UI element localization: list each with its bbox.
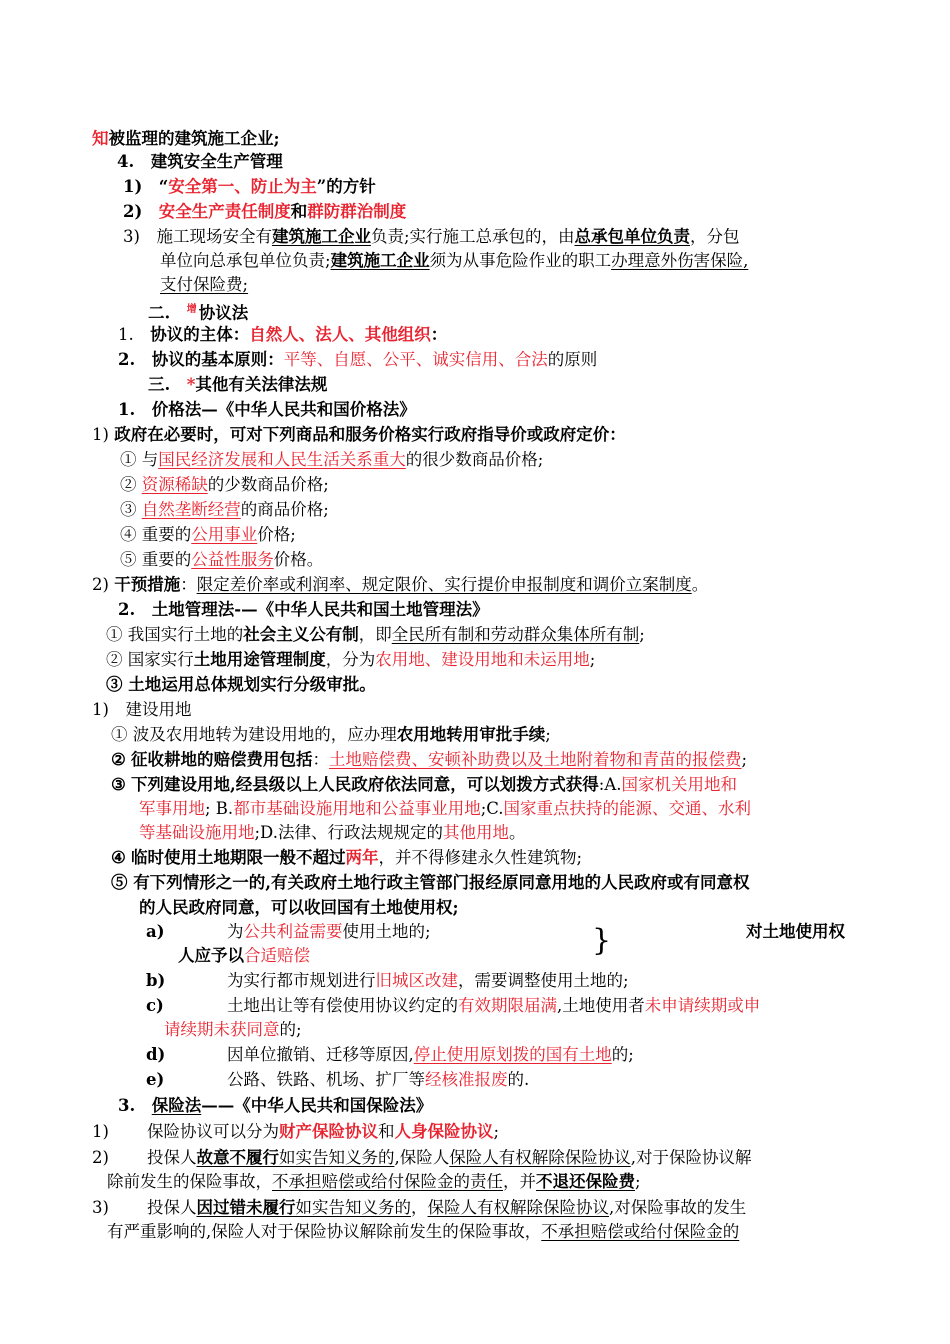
- list-marker: ⑤: [111, 873, 128, 892]
- text-run: 农用地转用审批手续: [396, 725, 546, 744]
- text-run: 保险协议可以分为: [147, 1122, 279, 1141]
- list-marker: e): [146, 1070, 165, 1089]
- text-run: “: [158, 177, 169, 196]
- list-marker: d): [146, 1045, 166, 1064]
- list-marker: 1.: [118, 400, 136, 419]
- text-run: 因过错未履行: [196, 1198, 296, 1217]
- text-line: [118, 323, 447, 347]
- text-run: 自然人、法人、其他组织: [249, 325, 431, 344]
- text-line: [118, 398, 416, 422]
- heading-number: 三.: [148, 375, 171, 394]
- list-marker: ②: [120, 475, 137, 494]
- text-run: 军事用地: [139, 799, 205, 818]
- text-run: 与: [141, 450, 159, 469]
- text-run: ：: [180, 575, 197, 594]
- text-run: 等基础设施用地: [139, 823, 255, 842]
- text-run: 土地运用总体规划实行分级审批: [128, 675, 360, 694]
- text-run: 其他用地: [442, 823, 509, 842]
- text-run: ,保险人: [394, 1148, 450, 1167]
- text-run: 的;: [279, 1020, 302, 1039]
- text-run: 经核准报废: [425, 1070, 508, 1089]
- list-marker: 1): [92, 1122, 109, 1141]
- text-run: 公益性服务: [191, 550, 274, 569]
- list-marker: ②: [106, 650, 123, 669]
- heading-text: 其他有关法律法规: [195, 375, 328, 394]
- text-run: ，即: [358, 625, 392, 644]
- text-run: 不退还保险费: [536, 1172, 635, 1191]
- text-line: [123, 200, 406, 224]
- text-run: 的原则: [547, 350, 598, 369]
- text-line: [118, 598, 489, 622]
- text-line: [120, 548, 323, 572]
- text-run: 如实告知义务的: [279, 1148, 395, 1167]
- text-run: 的.: [507, 1070, 530, 1089]
- text-run: 须为从事危险作业的职工: [429, 251, 612, 270]
- text-run: 有下列情形之一的,有关政府土地行政主管部门报经原同意用地的人民政府或有同意权: [133, 873, 750, 892]
- text-run: 公共利益需要: [243, 922, 343, 941]
- list-marker: ①: [111, 725, 128, 744]
- text-run: 征收耕地的赔偿费用包括: [131, 750, 313, 769]
- text-run: 公路、铁路、机场、扩厂等: [227, 1070, 425, 1089]
- text-run: ;: [589, 650, 596, 669]
- text-run: 公用事业: [191, 525, 258, 544]
- text-run: ，需要调整使用土地的;: [458, 971, 629, 990]
- text-run: 的;: [611, 1045, 634, 1064]
- text-run: 保险法: [151, 1096, 202, 1115]
- text-run: ，分包: [690, 227, 740, 246]
- text-run: :A.: [598, 775, 622, 794]
- text-line: 对土地使用权: [746, 922, 845, 941]
- text-run: 被监理的建筑施工企业;: [108, 129, 280, 148]
- text-run: ”的方针: [316, 177, 376, 196]
- list-marker: ①: [106, 625, 123, 644]
- text-run: 和: [378, 1122, 395, 1141]
- list-marker: ⑤: [120, 550, 137, 569]
- text-run: 负责;实行施工总承包的，由: [370, 227, 575, 246]
- section-heading: 4. 建筑安全生产管理: [117, 152, 283, 171]
- text-run: 农用地、建设用地和未运用地: [375, 650, 590, 669]
- text-line: [164, 1018, 302, 1042]
- text-line: [107, 1170, 641, 1194]
- text-line: [92, 573, 708, 597]
- text-line: [147, 1146, 752, 1170]
- text-run: ，并: [503, 1172, 536, 1191]
- text-run: 有效期限届满: [458, 996, 557, 1015]
- text-run: ，: [411, 1198, 428, 1217]
- text-line: [123, 225, 740, 249]
- text-run: 有严重影响的,保险人对于保险协议解除前发生的保险事故，: [107, 1222, 542, 1241]
- text-run: 价格法—《中华人民共和国价格法》: [151, 400, 416, 419]
- text-run: 合适赔偿: [244, 946, 310, 965]
- text-line: [147, 1120, 499, 1144]
- text-line: [111, 846, 582, 870]
- text-run: 和: [290, 202, 308, 221]
- list-marker: 1): [123, 177, 143, 196]
- text-run: 安全生产责任制度: [158, 202, 291, 221]
- section-heading: [148, 298, 248, 326]
- text-line: 的人民政府同意，可以收回国有土地使用权;: [139, 898, 459, 917]
- list-marker: 2.: [118, 600, 136, 619]
- text-line: [106, 648, 595, 672]
- list-marker: 1): [92, 425, 109, 444]
- text-run: 安全第一、防止为主: [168, 177, 317, 196]
- text-run: 办理意外伤害保险,: [611, 251, 749, 270]
- text-line: [118, 348, 597, 372]
- text-run: 保险人有权解除保险协议: [427, 1198, 609, 1217]
- list-marker: ③: [120, 500, 137, 519]
- text-line: [160, 249, 748, 273]
- list-marker: 3): [123, 227, 140, 246]
- text-run: 停止使用原划拨的国有土地: [413, 1045, 612, 1064]
- text-line: [107, 1220, 739, 1244]
- text-run: 的很少数商品价格;: [405, 450, 544, 469]
- text-run: 协议的基本原则：: [151, 350, 284, 369]
- text-line: [106, 673, 376, 697]
- text-run: 投保人: [147, 1198, 197, 1217]
- text-run: 国家机关用地和: [621, 775, 738, 794]
- list-marker: 3): [92, 1198, 109, 1217]
- text-run: 使用土地的;: [342, 922, 431, 941]
- text-run: 的少数商品价格;: [207, 475, 329, 494]
- list-marker: 1.: [118, 325, 134, 344]
- list-marker: ④: [120, 525, 137, 544]
- text-run: 全民所有制和劳动群众集体所有制: [391, 625, 640, 644]
- text-run: 资源稀缺: [141, 475, 208, 494]
- text-run: ;D.法律、行政法规规定的: [254, 823, 443, 842]
- text-line: [111, 871, 750, 895]
- text-run: 限定差价率或利润率、规定限价、实行提价申报制度和调价立案制度: [196, 575, 692, 594]
- text-line: [111, 773, 737, 797]
- text-run: ：: [312, 750, 330, 769]
- text-run: 建筑施工企业: [271, 227, 371, 246]
- text-run: 不承担赔偿或给付保险金的责任: [272, 1172, 503, 1191]
- list-marker: 2): [123, 202, 143, 221]
- text-line: [120, 523, 296, 547]
- list-marker: a): [146, 922, 165, 941]
- list-marker: 3.: [118, 1096, 136, 1115]
- text-line: [120, 498, 329, 522]
- text-line: [92, 127, 280, 151]
- text-run: 临时使用土地期限一般不超过: [131, 848, 346, 867]
- text-line: [227, 920, 431, 944]
- text-run: 人应予以: [178, 946, 244, 965]
- text-run: ;: [545, 725, 551, 744]
- text-run: 协议的主体：: [150, 325, 250, 344]
- text-run: 都市基础设施用地和公益事业用地: [233, 799, 481, 818]
- text-line: [227, 1043, 634, 1067]
- list-marker: 2.: [118, 350, 136, 369]
- text-run: 土地赔偿费、安顿补助费以及土地附着物和青苗的报偿费: [329, 750, 742, 769]
- text-line: [139, 821, 525, 845]
- text-line: [139, 797, 751, 821]
- text-run: 故意不履行: [196, 1148, 279, 1167]
- text-run: ;: [635, 1172, 641, 1191]
- heading-number: 二.: [148, 303, 171, 323]
- text-run: 人身保险协议: [394, 1122, 494, 1141]
- text-run: 建筑施工企业: [330, 251, 430, 270]
- text-run: 干预措施: [114, 575, 181, 594]
- list-marker: 2): [92, 1148, 109, 1167]
- mark-symbol: 增: [186, 304, 197, 315]
- text-line: [92, 698, 191, 722]
- text-run: 平等、自愿、公平、诚实信用、合法: [283, 350, 548, 369]
- list-marker: b): [146, 971, 166, 990]
- text-run: 社会主义公有制: [243, 625, 359, 644]
- text-run: 群防群治制度: [307, 202, 407, 221]
- text-run: 总承包单位负责: [574, 227, 690, 246]
- text-run: 重要的: [141, 525, 192, 544]
- text-run: ，并不得修建永久性建筑物;: [378, 848, 583, 867]
- text-line: [106, 623, 645, 647]
- text-run: 重要的: [141, 550, 192, 569]
- list-marker: 2): [92, 575, 109, 594]
- text-run: 国民经济发展和人民生活关系重大: [158, 450, 406, 469]
- text-run: 的商品价格;: [240, 500, 329, 519]
- text-run: 下列建设用地,经县级以上人民政府依法同意，可以划拨方式获得: [131, 775, 599, 794]
- text-run: 为实行都市规划进行: [227, 971, 376, 990]
- text-run: 。: [508, 823, 526, 842]
- text-line: [147, 1196, 746, 1220]
- text-run: 我国实行土地的: [127, 625, 244, 644]
- text-run: 请续期未获同意: [164, 1020, 280, 1039]
- list-marker: 1): [92, 700, 109, 719]
- text-run: 。: [691, 575, 709, 594]
- brace-symbol: }: [592, 923, 612, 958]
- text-run: 波及农用地转为建设用地的，应办理: [132, 725, 397, 744]
- text-run: 除前发生的保险事故，: [107, 1172, 272, 1191]
- text-line: [120, 448, 543, 472]
- list-marker: ②: [111, 750, 126, 769]
- text-run: 保险人有权解除保险协议: [449, 1148, 631, 1167]
- text-run: 财产保险协议: [279, 1122, 378, 1141]
- text-run: ,对于保险协议解: [630, 1148, 752, 1167]
- text-run: 不承担赔偿或给付保险金的: [541, 1222, 740, 1241]
- list-marker: ①: [120, 450, 137, 469]
- text-line: [146, 920, 165, 944]
- text-run: 价格;: [257, 525, 296, 544]
- text-run: ：: [430, 325, 448, 344]
- text-run: 土地管理法-—《中华人民共和国土地管理法》: [151, 600, 489, 619]
- text-run: 土地出让等有偿使用协议约定的: [227, 996, 458, 1015]
- text-run: 为: [227, 922, 244, 941]
- text-run: ,土地使用者: [557, 996, 645, 1015]
- text-run: 。: [359, 675, 376, 694]
- text-run: 价格。: [273, 550, 324, 569]
- text-line: 支付保险费;: [160, 275, 249, 294]
- text-run: 施工现场安全有: [156, 227, 272, 246]
- text-line: [227, 994, 760, 1018]
- text-line: [123, 175, 376, 199]
- text-run: ,对保险事故的发生: [609, 1198, 747, 1217]
- text-run: 国家实行: [127, 650, 194, 669]
- text-line: [92, 423, 626, 447]
- list-marker: ④: [111, 848, 126, 867]
- text-run: ;C.: [480, 799, 504, 818]
- text-run: 如实告知义务的: [295, 1198, 411, 1217]
- heading-text: 协议法: [198, 303, 249, 323]
- mark-symbol: *: [186, 375, 196, 394]
- text-run: 未申请续期或申: [644, 996, 761, 1015]
- text-run: 建设用地: [125, 700, 192, 719]
- text-run: ; B.: [205, 799, 234, 818]
- text-run: 自然垄断经营: [141, 500, 241, 519]
- section-heading: [148, 373, 327, 397]
- list-marker: ③: [111, 775, 126, 794]
- text-run: 旧城区改建: [375, 971, 458, 990]
- text-run: 政府在必要时，可对下列商品和服务价格实行政府指导价或政府定价：: [114, 425, 626, 444]
- text-run: 投保人: [147, 1148, 197, 1167]
- text-run: 土地用途管理制度: [193, 650, 326, 669]
- text-run: 知: [92, 129, 109, 148]
- text-line: [227, 1068, 529, 1092]
- text-run: 因单位撤销、迁移等原因,: [227, 1045, 414, 1064]
- text-line: [178, 944, 310, 968]
- text-line: [111, 723, 551, 747]
- list-marker: c): [146, 996, 164, 1015]
- text-line: [120, 473, 329, 497]
- list-marker: ③: [106, 675, 123, 694]
- text-run: ，分为: [325, 650, 376, 669]
- text-line: [227, 969, 629, 993]
- text-run: ——《中华人民共和国保险法》: [201, 1096, 433, 1115]
- text-line: [111, 748, 747, 772]
- text-run: 两年: [345, 848, 379, 867]
- text-run: ;: [639, 625, 645, 644]
- text-run: 国家重点扶持的能源、交通、水利: [503, 799, 752, 818]
- text-run: ;: [493, 1122, 500, 1141]
- text-run: 单位向总承包单位负责;: [160, 251, 331, 270]
- text-run: ;: [741, 750, 748, 769]
- text-line: [118, 1094, 432, 1118]
